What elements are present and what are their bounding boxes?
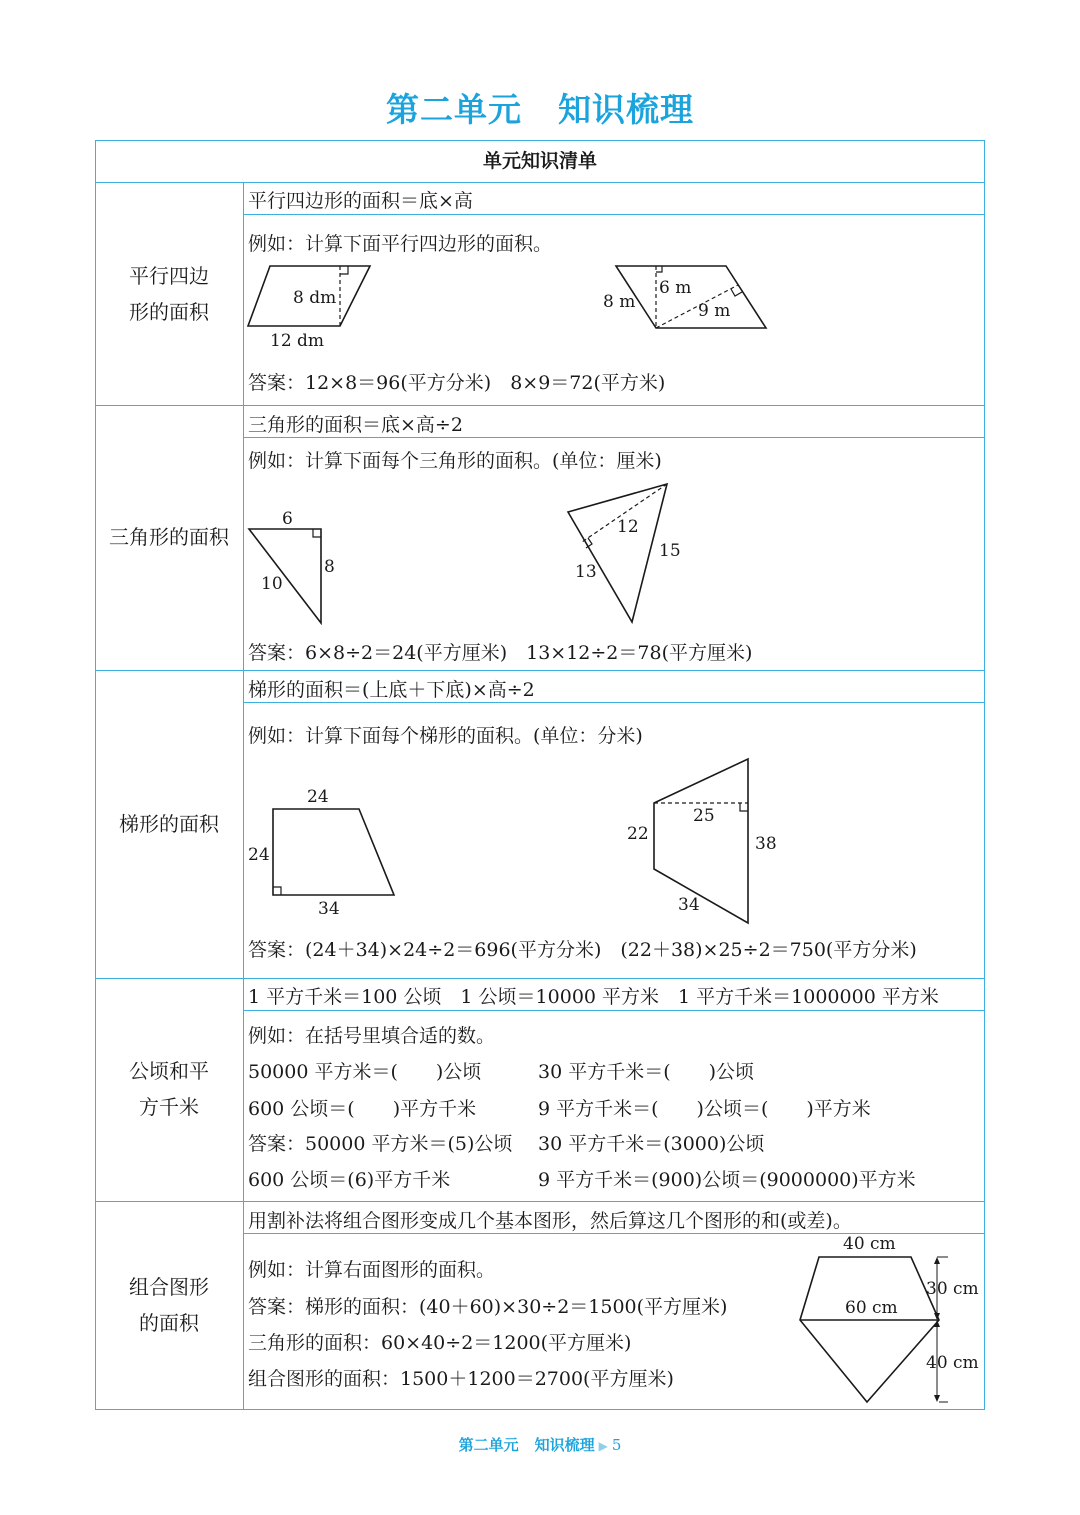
label-base: 12 dm [270, 331, 325, 351]
category-line: 方千米 [139, 1095, 199, 1119]
label-base: 9 m [698, 301, 731, 321]
category-line: 形的面积 [129, 300, 209, 324]
answer-composite-3: 组合图形的面积：1500＋1200＝2700(平方厘米) [248, 1368, 674, 1390]
composite-figure [796, 1252, 956, 1408]
category-line: 三角形的面积 [109, 525, 229, 549]
answer-2: 30 平方千米＝(3000)公顷 [538, 1133, 765, 1155]
page-number: 5 [611, 1436, 622, 1454]
row-divider [243, 437, 985, 438]
label-height: 25 [693, 806, 715, 826]
answer-1: 答案：50000 平方米＝(5)公顷 [248, 1133, 513, 1155]
trapezoid-figure-2 [648, 755, 758, 930]
row-divider [243, 1010, 985, 1011]
parallelogram-figure-2 [610, 258, 780, 338]
column-divider [243, 182, 244, 1410]
title-topic: 知识梳理 [558, 90, 694, 129]
answer-triangle: 答案：6×8÷2＝24(平方厘米) 13×12÷2＝78(平方厘米) [248, 642, 753, 664]
label-height-1: 30 cm [926, 1279, 979, 1299]
label-height-2: 40 cm [926, 1353, 979, 1373]
row-divider [243, 702, 985, 703]
title-unit: 第二单元 [386, 90, 522, 129]
label-right: 38 [755, 834, 777, 854]
category-hectare [96, 1053, 242, 1125]
label-height: 8 dm [293, 288, 337, 308]
row-divider [95, 405, 985, 406]
category-line: 平行四边 [129, 264, 209, 288]
formula-trapezoid: 梯形的面积＝(上底＋下底)×高÷2 [248, 679, 535, 701]
answer-composite-2: 三角形的面积：60×40÷2＝1200(平方厘米) [248, 1332, 632, 1354]
triangle-right-icon: ▶ [598, 1439, 608, 1453]
label-side: 8 m [603, 292, 636, 312]
answer-parallelogram: 答案：12×8＝96(平方分米) 8×9＝72(平方米) [248, 372, 666, 394]
table-header: 单元知识清单 [482, 150, 597, 172]
label-left: 13 [575, 562, 597, 582]
formula-triangle: 三角形的面积＝底×高÷2 [248, 414, 463, 436]
example-hectare: 例如：在括号里填合适的数。 [248, 1025, 496, 1047]
label-bottom: 34 [318, 899, 340, 919]
row-divider [95, 182, 985, 183]
label-left: 22 [627, 824, 649, 844]
label-right: 15 [659, 541, 681, 561]
category-parallelogram [96, 258, 242, 330]
label-height: 12 [617, 517, 639, 537]
question-3: 600 公顷＝( )平方千米 [248, 1098, 477, 1120]
question-4: 9 平方千米＝( )公顷＝( )平方米 [538, 1098, 871, 1120]
example-composite: 例如：计算右面图形的面积。 [248, 1259, 496, 1281]
page-title [0, 84, 1080, 131]
category-trapezoid [96, 806, 242, 842]
triangle-figure-1 [245, 525, 335, 630]
category-line: 公顷和平 [129, 1059, 209, 1083]
label-top: 24 [307, 787, 329, 807]
answer-4: 9 平方千米＝(900)公顷＝(9000000)平方米 [538, 1169, 916, 1191]
label-left: 24 [248, 845, 270, 865]
category-line: 组合图形 [129, 1275, 209, 1299]
category-composite [96, 1269, 242, 1341]
label-right: 8 [324, 557, 335, 577]
label-bottom: 34 [678, 895, 700, 915]
question-1: 50000 平方米＝( )公顷 [248, 1061, 482, 1083]
answer-3: 600 公顷＝(6)平方千米 [248, 1169, 451, 1191]
footer-topic: 知识梳理 [534, 1436, 595, 1454]
example-parallelogram: 例如：计算下面平行四边形的面积。 [248, 233, 553, 255]
formula-hectare: 1 平方千米＝100 公顷 1 公顷＝10000 平方米 1 平方千米＝1000000 平方米 [248, 986, 939, 1008]
footer-unit: 第二单元 [458, 1436, 519, 1454]
page-footer [0, 1434, 1080, 1455]
answer-trapezoid: 答案：(24＋34)×24÷2＝696(平方分米) (22＋38)×25÷2＝750(平方分米) [248, 939, 917, 961]
row-divider [95, 978, 985, 979]
label-middle: 60 cm [845, 1298, 898, 1318]
category-line: 的面积 [139, 1311, 199, 1335]
formula-parallelogram: 平行四边形的面积＝底×高 [248, 190, 473, 212]
formula-composite: 用割补法将组合图形变成几个基本图形，然后算这几个图形的和(或差)。 [248, 1210, 852, 1232]
label-hyp: 10 [261, 574, 283, 594]
example-triangle: 例如：计算下面每个三角形的面积。(单位：厘米) [248, 450, 662, 472]
answer-composite-1: 答案：梯形的面积：(40＋60)×30÷2＝1500(平方厘米) [248, 1296, 728, 1318]
label-height: 6 m [659, 278, 692, 298]
example-trapezoid: 例如：计算下面每个梯形的面积。(单位：分米) [248, 725, 643, 747]
row-divider [95, 670, 985, 671]
label-top: 6 [282, 509, 293, 529]
question-2: 30 平方千米＝( )公顷 [538, 1061, 755, 1083]
row-divider [243, 214, 985, 215]
category-triangle [96, 519, 242, 555]
label-top: 40 cm [843, 1234, 896, 1254]
category-line: 梯形的面积 [119, 812, 219, 836]
trapezoid-figure-1 [268, 805, 403, 900]
row-divider [95, 1201, 985, 1202]
